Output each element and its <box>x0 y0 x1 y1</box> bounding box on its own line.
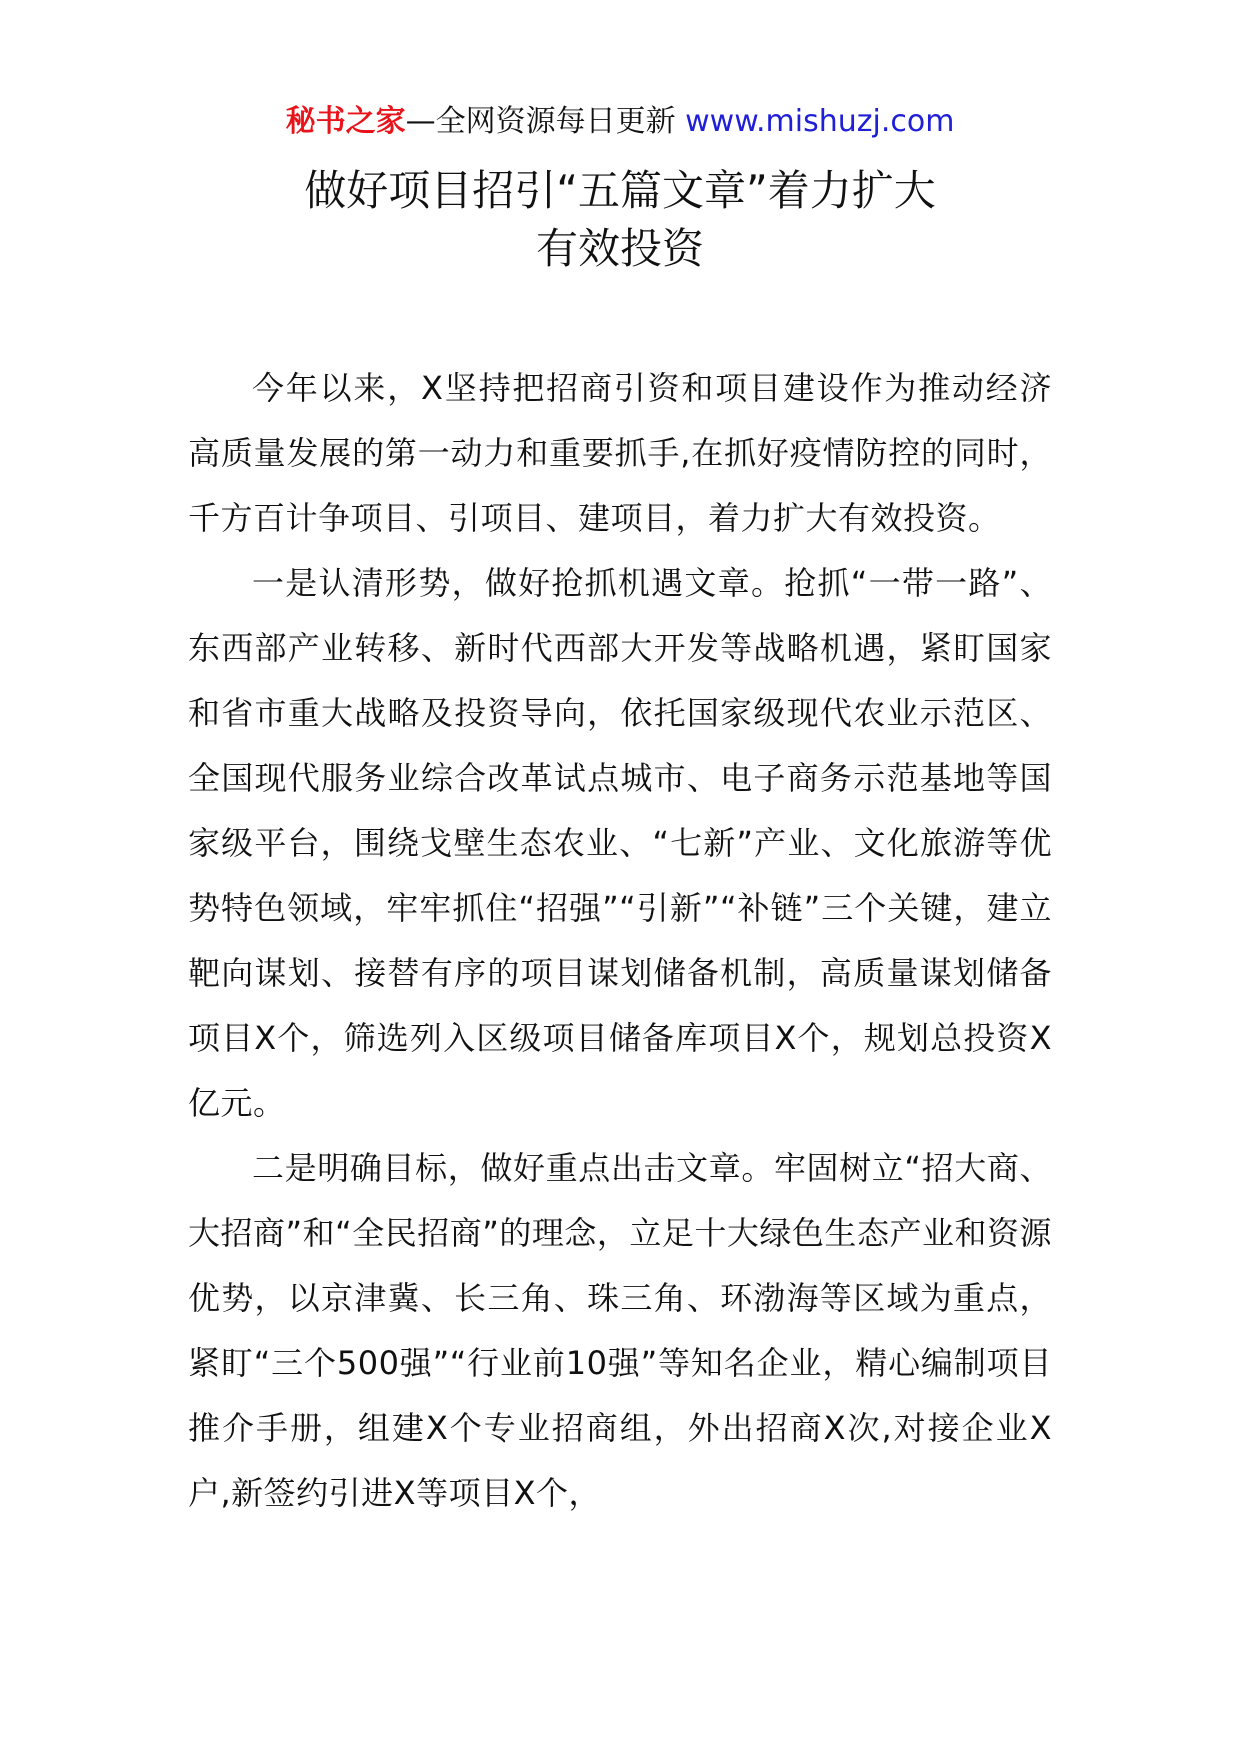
paragraph-second-point: 二是明确目标，做好重点出击文章。牢固树立“招大商、大招商”和“全民招商”的理念，立足十大绿色生态产业和资源优势，以京津冀、长三角、珠三角、环渤海等区域为重点，紧盯“三个500强”“行业前10强”等知名企业，精心编制项目推介手册，组建X个专业招商组，外出招商X次,对接企业X户,新签约引进X等项目X个， <box>188 1149 1052 1512</box>
paragraph-intro: 今年以来，X坚持把招商引资和项目建设作为推动经济高质量发展的第一动力和重要抓手,在抓好疫情防控的同时，千方百计争项目、引项目、建项目，着力扩大有效投资。 <box>188 369 1052 537</box>
document-body <box>188 356 1052 1526</box>
paragraph-first-point: 一是认清形势，做好抢抓机遇文章。抢抓“一带一路”、东西部产业转移、新时代西部大开发等战略机遇，紧盯国家和省市重大战略及投资导向，依托国家级现代农业示范区、全国现代服务业综合改革试点城市、电子商务示范基地等国家级平台，围绕戈壁生态农业、“七新”产业、文化旅游等优势特色领域，牢牢抓住“招强”“引新”“补链”三个关键，建立靶向谋划、接替有序的项目谋划储备机制，高质量谋划储备项目X个，筛选列入区级项目储备库项目X个，规划总投资X亿元。 <box>188 564 1052 1122</box>
document-title <box>0 162 1240 278</box>
title-line-1: 做好项目招引“五篇文章”着力扩大 <box>304 166 936 215</box>
site-brand: 秘书之家 <box>285 104 406 139</box>
site-url-link[interactable]: www.mishuzj.com <box>685 104 955 139</box>
site-tagline: —全网资源每日更新 <box>405 104 686 139</box>
title-line-2: 有效投资 <box>535 224 704 273</box>
site-header <box>0 102 1240 142</box>
